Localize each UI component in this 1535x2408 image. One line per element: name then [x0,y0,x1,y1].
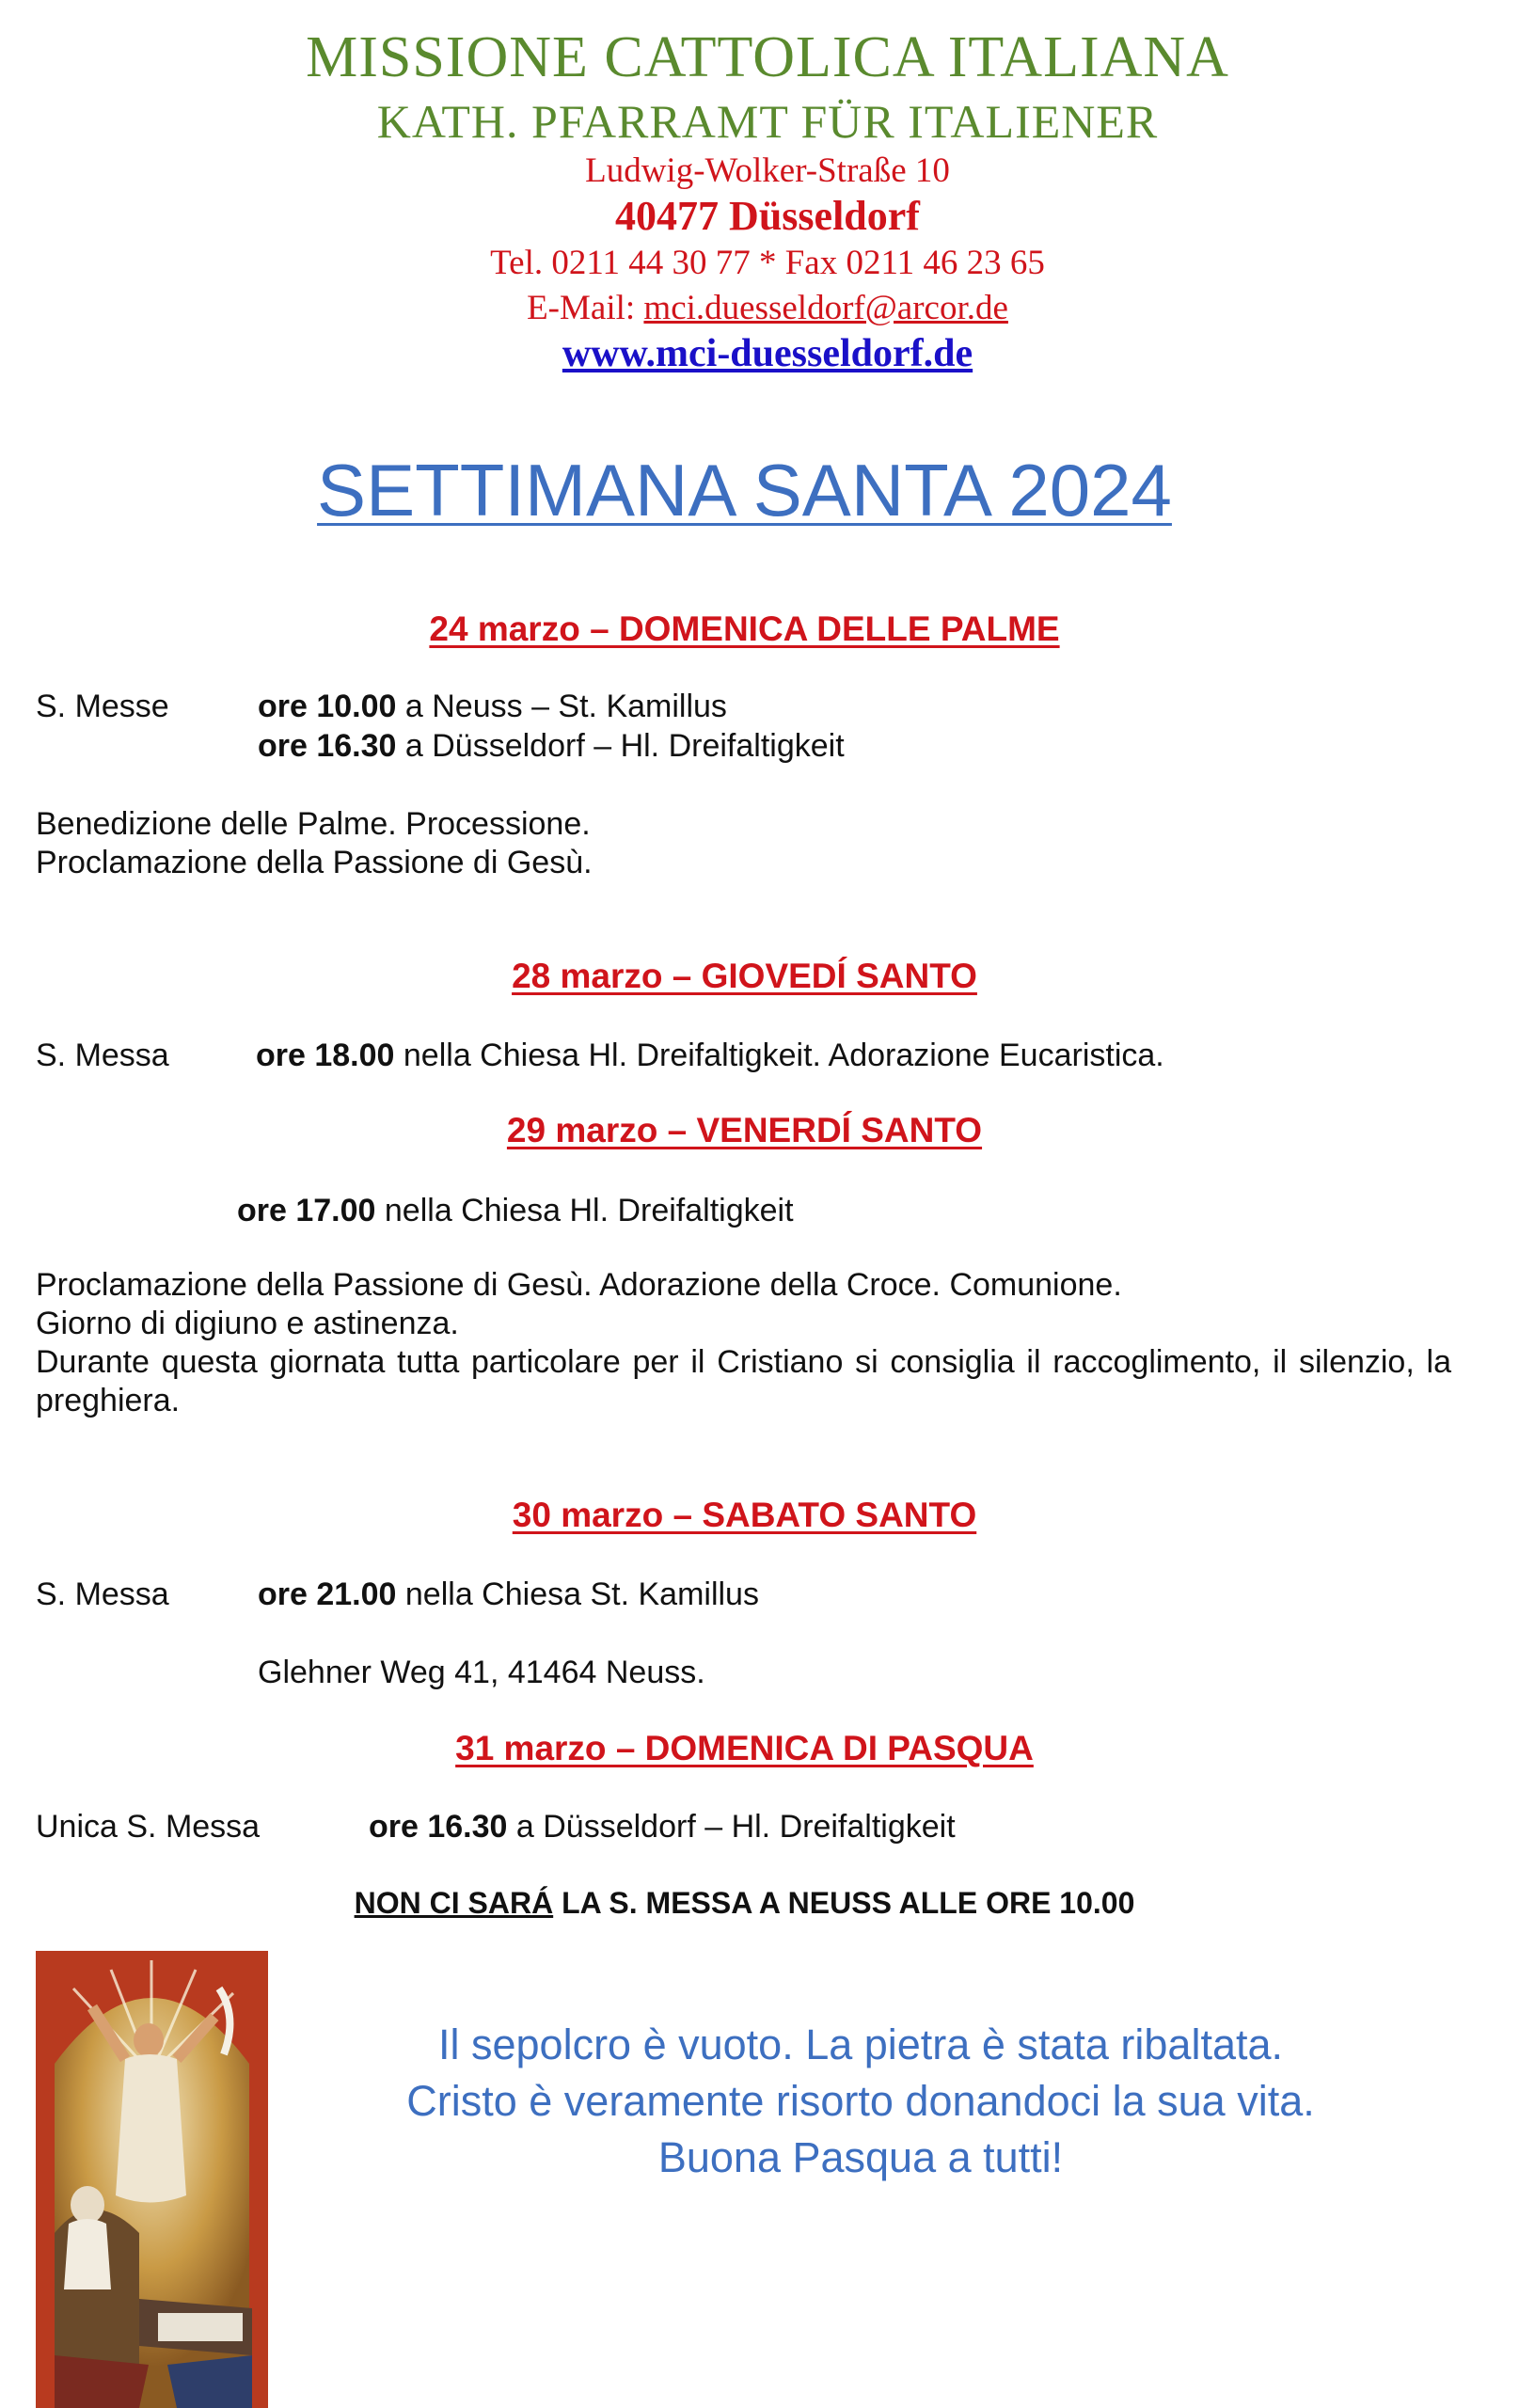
note-line: Proclamazione della Passione di Gesù. [36,845,593,880]
page-title: SETTIMANA SANTA 2024 [317,449,1172,531]
mass-place: a Düsseldorf – Hl. Dreifaltigkeit [507,1809,956,1845]
mass-label: S. Messa [36,1576,169,1612]
church-address: Glehner Weg 41, 41464 Neuss. [258,1655,705,1690]
mass-time-row [258,728,845,765]
note-line: Benedizione delle Palme. Processione. [36,806,591,842]
mass-time-row [258,1576,759,1613]
mass-place: a Düsseldorf – Hl. Dreifaltigkeit [396,728,845,764]
website-line [0,331,1535,376]
easter-greeting [282,2017,1439,2186]
mass-label: S. Messe [36,689,169,724]
mass-place: a Neuss – St. Kamillus [396,689,727,724]
mass-time: ore 16.30 [258,728,397,764]
mass-time: ore 10.00 [258,689,397,724]
city: 40477 Düsseldorf [615,193,920,239]
website-link[interactable]: www.mci-duesseldorf.de [562,332,973,375]
email-line [0,288,1535,328]
day-notes [36,1266,1451,1420]
service-time: ore 17.00 [237,1193,376,1228]
note-line: Proclamazione della Passione di Gesù. Adorazione della Croce. Comunione. [36,1267,1122,1303]
note-line: Durante questa giornata tutta particolare per il Cristiano si consiglia il raccoglimento, il silenzio, la preghiera. [36,1344,1451,1418]
email-link[interactable]: mci.duesseldorf@arcor.de [643,289,1008,327]
org-name: MISSIONE CATTOLICA ITALIANA [306,25,1229,89]
phone-fax: Tel. 0211 44 30 77 * Fax 0211 46 23 65 [490,244,1045,282]
cancellation-notice [0,1886,1489,1921]
greeting-line: Buona Pasqua a tutti! [657,2133,1064,2181]
notice-emphasis: NON CI SARÁ [354,1886,554,1920]
day-heading-palm-sunday: 24 marzo – DOMENICA DELLE PALME [429,610,1060,648]
mass-label: S. Messa [36,1038,169,1073]
note-line: Giorno di digiuno e astinenza. [36,1306,459,1341]
day-heading-good-friday: 29 marzo – VENERDÍ SANTO [506,1111,983,1149]
notice-text: LA S. MESSA A NEUSS ALLE ORE 10.00 [553,1886,1135,1920]
mass-place: nella Chiesa Hl. Dreifaltigkeit. Adorazione Eucaristica. [394,1038,1164,1073]
mass-time-row [369,1809,956,1846]
day-notes [36,805,1451,882]
greeting-line: Il sepolcro è vuoto. La pietra è stata ribaltata. [437,2020,1284,2068]
day-heading-easter-sunday: 31 marzo – DOMENICA DI PASQUA [455,1729,1034,1767]
day-heading-holy-saturday: 30 marzo – SABATO SANTO [512,1496,977,1534]
service-time-row [237,1193,794,1229]
service-place: nella Chiesa Hl. Dreifaltigkeit [375,1193,794,1228]
mass-time: ore 18.00 [256,1038,395,1073]
resurrection-icon-image [36,1951,268,2408]
mass-time: ore 21.00 [258,1576,397,1612]
address: Ludwig-Wolker-Straße 10 [585,151,950,190]
day-heading-holy-thursday: 28 marzo – GIOVEDÍ SANTO [512,957,977,995]
mass-time-row [256,1038,1164,1074]
mass-time-row [258,689,727,725]
org-name-german: KATH. PFARRAMT FÜR ITALIENER [376,95,1159,148]
greeting-line: Cristo è veramente risorto donandoci la sua vita. [406,2077,1315,2125]
mass-place: nella Chiesa St. Kamillus [396,1576,759,1612]
email-label: E-Mail: [527,289,644,327]
mass-time: ore 16.30 [369,1809,508,1845]
mass-label: Unica S. Messa [36,1809,261,1845]
